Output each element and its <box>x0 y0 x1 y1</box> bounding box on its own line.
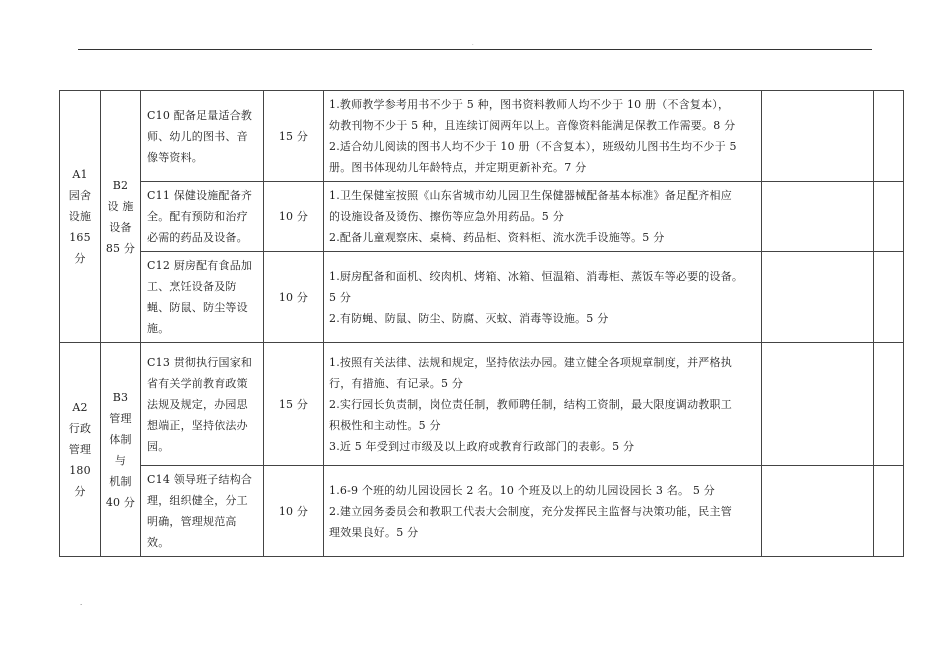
detail-line: 2.配备儿童观察床、桌椅、药品柜、资料柜、流水洗手设施等。5 分 <box>329 231 665 244</box>
a2-category-cell <box>60 343 101 557</box>
b3-subcategory-cell <box>101 343 141 557</box>
detail-line: 1.厨房配备和面机、绞肉机、烤箱、冰箱、恒温箱、消毒柜、蒸饭车等必要的设备。 <box>329 269 744 283</box>
table-row <box>60 91 904 182</box>
table-row <box>60 466 904 557</box>
evaluation-table <box>59 90 904 557</box>
detail-line: 积极性和主动性。5 分 <box>329 418 441 432</box>
b2-name-line2: 设备 <box>109 220 132 234</box>
table-row <box>60 252 904 343</box>
blank-cell <box>874 252 904 343</box>
criterion-c10 <box>141 91 264 182</box>
b2-subcategory-cell <box>101 91 141 343</box>
criterion-text: C10 配备足量适合教师、幼儿的图书、音像等资料。 <box>147 108 253 164</box>
details-c10 <box>324 91 762 182</box>
b3-name-line1: 管理 <box>109 411 132 425</box>
a2-score: 180 <box>69 464 91 477</box>
blank-cell <box>874 466 904 557</box>
points-c12: 10 分 <box>264 252 324 343</box>
blank-cell <box>762 91 874 182</box>
a2-name-line1: 行政 <box>68 422 92 435</box>
details-c13 <box>324 343 762 466</box>
blank-cell <box>762 343 874 466</box>
blank-cell <box>762 252 874 343</box>
a2-code: A2 <box>72 401 88 414</box>
criterion-text: C13 贯彻执行国家和省有关学前教育政策法规及规定，办园思想端正，坚持依法办园。 <box>147 355 253 453</box>
a1-category-cell <box>60 91 101 343</box>
a1-name-line1: 园舍 <box>68 189 92 202</box>
criterion-c12 <box>141 252 264 343</box>
b2-name-line1: 设 施 <box>107 199 134 213</box>
detail-line: 理效果良好。5 分 <box>329 525 419 539</box>
detail-line: 5 分 <box>329 290 352 304</box>
a2-name-line2: 管理 <box>68 443 92 456</box>
detail-line: 幼教刊物不少于 5 种，且连续订阅两年以上。音像资料能满足保教工作需要。8 分 <box>329 119 736 132</box>
detail-line: 行，有措施、有记录。5 分 <box>329 376 464 390</box>
b3-name-line4: 机制 <box>109 474 132 488</box>
detail-line: 册。图书体现幼儿年龄特点，并定期更新补充。7 分 <box>329 161 587 174</box>
header-mark: . <box>472 41 474 47</box>
criterion-c14 <box>141 466 264 557</box>
b2-score: 85 分 <box>105 241 136 255</box>
points-c10: 15 分 <box>264 91 324 182</box>
criterion-text: C14 领导班子结构合理，组织健全，分工明确，管理规范高效。 <box>147 473 253 549</box>
a2-score-unit: 分 <box>74 485 86 498</box>
criterion-text: C11 保健设施配备齐全。配有预防和治疗必需的药品及设备。 <box>147 189 253 244</box>
detail-line: 2.有防蝇、防鼠、防尘、防腐、灭蚊、消毒等设施。5 分 <box>329 311 609 325</box>
detail-line: 1.按照有关法律、法规和规定，坚持依法办园。建立健全各项规章制度，并严格执 <box>329 355 732 369</box>
detail-line: 1.6-9 个班的幼儿园设园长 2 名。10 个班及以上的幼儿园设园长 3 名。 5 分 <box>329 483 715 497</box>
b3-code: B3 <box>112 390 129 404</box>
b3-name-line2: 体制 <box>109 432 132 446</box>
a1-score-unit: 分 <box>74 252 86 265</box>
blank-cell <box>762 466 874 557</box>
blank-cell <box>874 91 904 182</box>
details-c14 <box>324 466 762 557</box>
criterion-text: C12 厨房配有食品加工、烹饪设备及防蝇、防鼠、防尘等设施。 <box>147 259 253 335</box>
blank-cell <box>762 182 874 252</box>
detail-line: 1.教师教学参考用书不少于 5 种，图书资料教师人均不少于 10 册（不含复本）， <box>329 98 730 111</box>
details-c12 <box>324 252 762 343</box>
detail-line: 2.建立园务委员会和教职工代表大会制度，充分发挥民主监督与决策功能，民主管 <box>329 504 732 518</box>
b3-score: 40 分 <box>105 495 136 509</box>
footer-mark: . <box>80 598 83 607</box>
table-row <box>60 343 904 466</box>
detail-line: 的设施设备及烫伤、擦伤等应急外用药品。5 分 <box>329 210 564 223</box>
header-rule <box>78 49 872 50</box>
detail-line: 3.近 5 年受到过市级及以上政府或教育行政部门的表彰。5 分 <box>329 439 635 453</box>
points-c14: 10 分 <box>264 466 324 557</box>
points-c13: 15 分 <box>264 343 324 466</box>
b3-name-line3: 与 <box>114 453 127 467</box>
b2-code: B2 <box>112 178 129 192</box>
detail-line: 2.实行园长负责制，岗位责任制，教师聘任制，结构工资制，最大限度调动教职工 <box>329 397 732 411</box>
table-row <box>60 182 904 252</box>
criterion-c13 <box>141 343 264 466</box>
points-c11: 10 分 <box>264 182 324 252</box>
a1-score: 165 <box>69 231 91 244</box>
blank-cell <box>874 182 904 252</box>
details-c11 <box>324 182 762 252</box>
criterion-c11 <box>141 182 264 252</box>
a1-code: A1 <box>72 168 88 181</box>
blank-cell <box>874 343 904 466</box>
detail-line: 1.卫生保健室按照《山东省城市幼儿园卫生保健器械配备基本标准》备足配齐相应 <box>329 189 732 202</box>
a1-name-line2: 设施 <box>68 210 92 223</box>
detail-line: 2.适合幼儿阅读的图书人均不少于 10 册（不含复本），班级幼儿图书生均不少于 5 <box>329 140 737 153</box>
